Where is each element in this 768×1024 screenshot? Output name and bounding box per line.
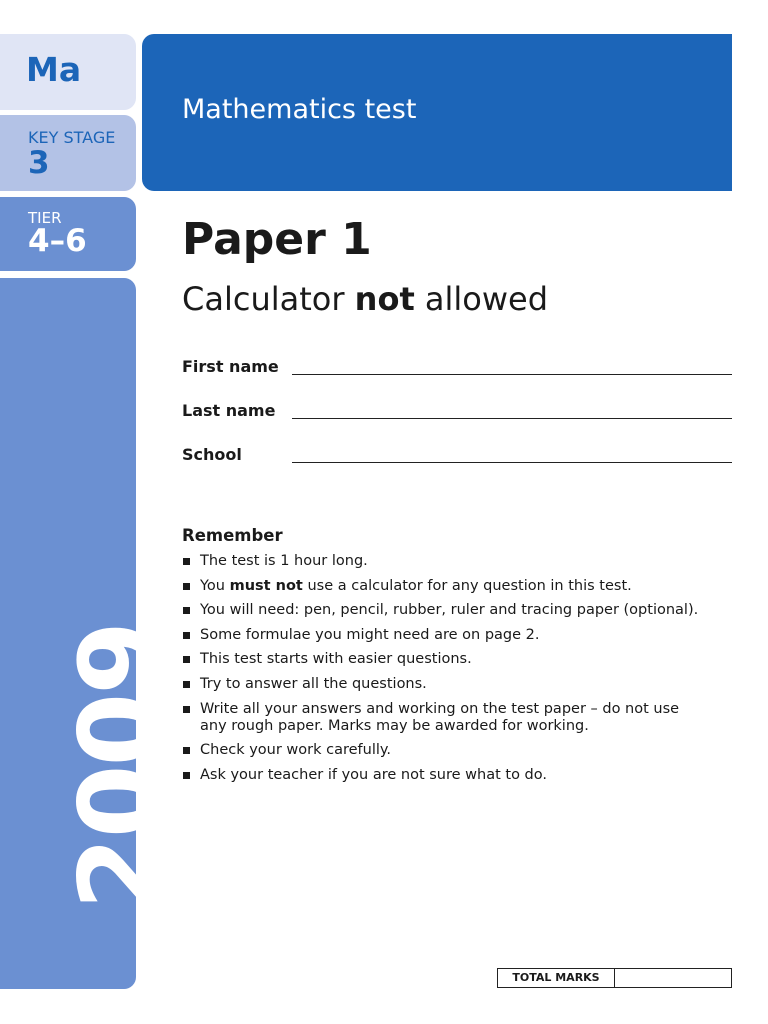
key-stage-tab	[0, 115, 136, 191]
total-marks-value[interactable]	[615, 969, 731, 987]
item-text: Write all your answers and working on the test paper – do not use any rough paper. Marks may be awarded for working.	[200, 700, 680, 734]
subject-code: Ma	[26, 50, 82, 89]
item-text: This test starts with easier questions.	[200, 651, 472, 668]
key-stage-value: 3	[28, 145, 50, 181]
last-name-label: Last name	[182, 401, 276, 420]
subject-tab	[0, 34, 136, 110]
bullet-icon	[183, 747, 190, 754]
remember-heading: Remember	[182, 526, 283, 545]
total-marks-label: TOTAL MARKS	[498, 969, 615, 987]
bullet-icon	[183, 558, 190, 565]
school-label: School	[182, 445, 242, 464]
item-bold: must not	[229, 577, 303, 594]
year-text: 2009	[57, 622, 180, 910]
bullet-icon	[183, 681, 190, 688]
item-text: You	[200, 577, 230, 594]
school-line[interactable]	[292, 462, 732, 463]
total-marks-box	[497, 968, 732, 988]
bullet-icon	[183, 656, 190, 663]
remember-list	[182, 553, 702, 791]
item-text: You will need: pen, pencil, rubber, ruler and tracing paper (optional).	[200, 602, 699, 619]
paper-title: Paper 1	[182, 214, 372, 265]
bullet-icon	[183, 607, 190, 614]
paper-subtitle	[182, 280, 548, 318]
subtitle-post: allowed	[414, 280, 549, 318]
tier-value: 4–6	[28, 223, 87, 259]
tier-label: TIER	[28, 209, 62, 227]
item-text: Check your work carefully.	[200, 742, 392, 759]
key-stage-label: KEY STAGE	[28, 128, 116, 147]
first-name-label: First name	[182, 357, 279, 376]
list-item	[182, 742, 702, 759]
list-item	[182, 767, 702, 784]
last-name-line[interactable]	[292, 418, 732, 419]
list-item	[182, 553, 702, 570]
item-text: The test is 1 hour long.	[200, 553, 368, 569]
subtitle-bold: not	[354, 280, 415, 318]
list-item	[182, 602, 702, 619]
list-item	[182, 651, 702, 668]
year-tab	[0, 278, 180, 989]
header-bar	[142, 34, 732, 191]
list-item	[182, 627, 702, 644]
item-text: Ask your teacher if you are not sure what to do.	[200, 766, 547, 783]
bullet-icon	[183, 706, 190, 713]
list-item	[182, 578, 702, 595]
list-item	[182, 676, 702, 693]
list-item	[182, 701, 702, 735]
item-text: Try to answer all the questions.	[200, 675, 427, 692]
bullet-icon	[183, 632, 190, 639]
item-text-post: use a calculator for any question in this test.	[302, 577, 632, 594]
tier-tab	[0, 197, 136, 271]
first-name-field[interactable]	[182, 357, 732, 381]
last-name-field[interactable]	[182, 401, 732, 425]
first-name-line[interactable]	[292, 374, 732, 375]
school-field[interactable]	[182, 445, 732, 469]
test-title: Mathematics test	[182, 94, 417, 125]
bullet-icon	[183, 772, 190, 779]
subtitle-pre: Calculator	[182, 280, 355, 318]
item-text: Some formulae you might need are on page 2.	[200, 626, 540, 643]
bullet-icon	[183, 583, 190, 590]
